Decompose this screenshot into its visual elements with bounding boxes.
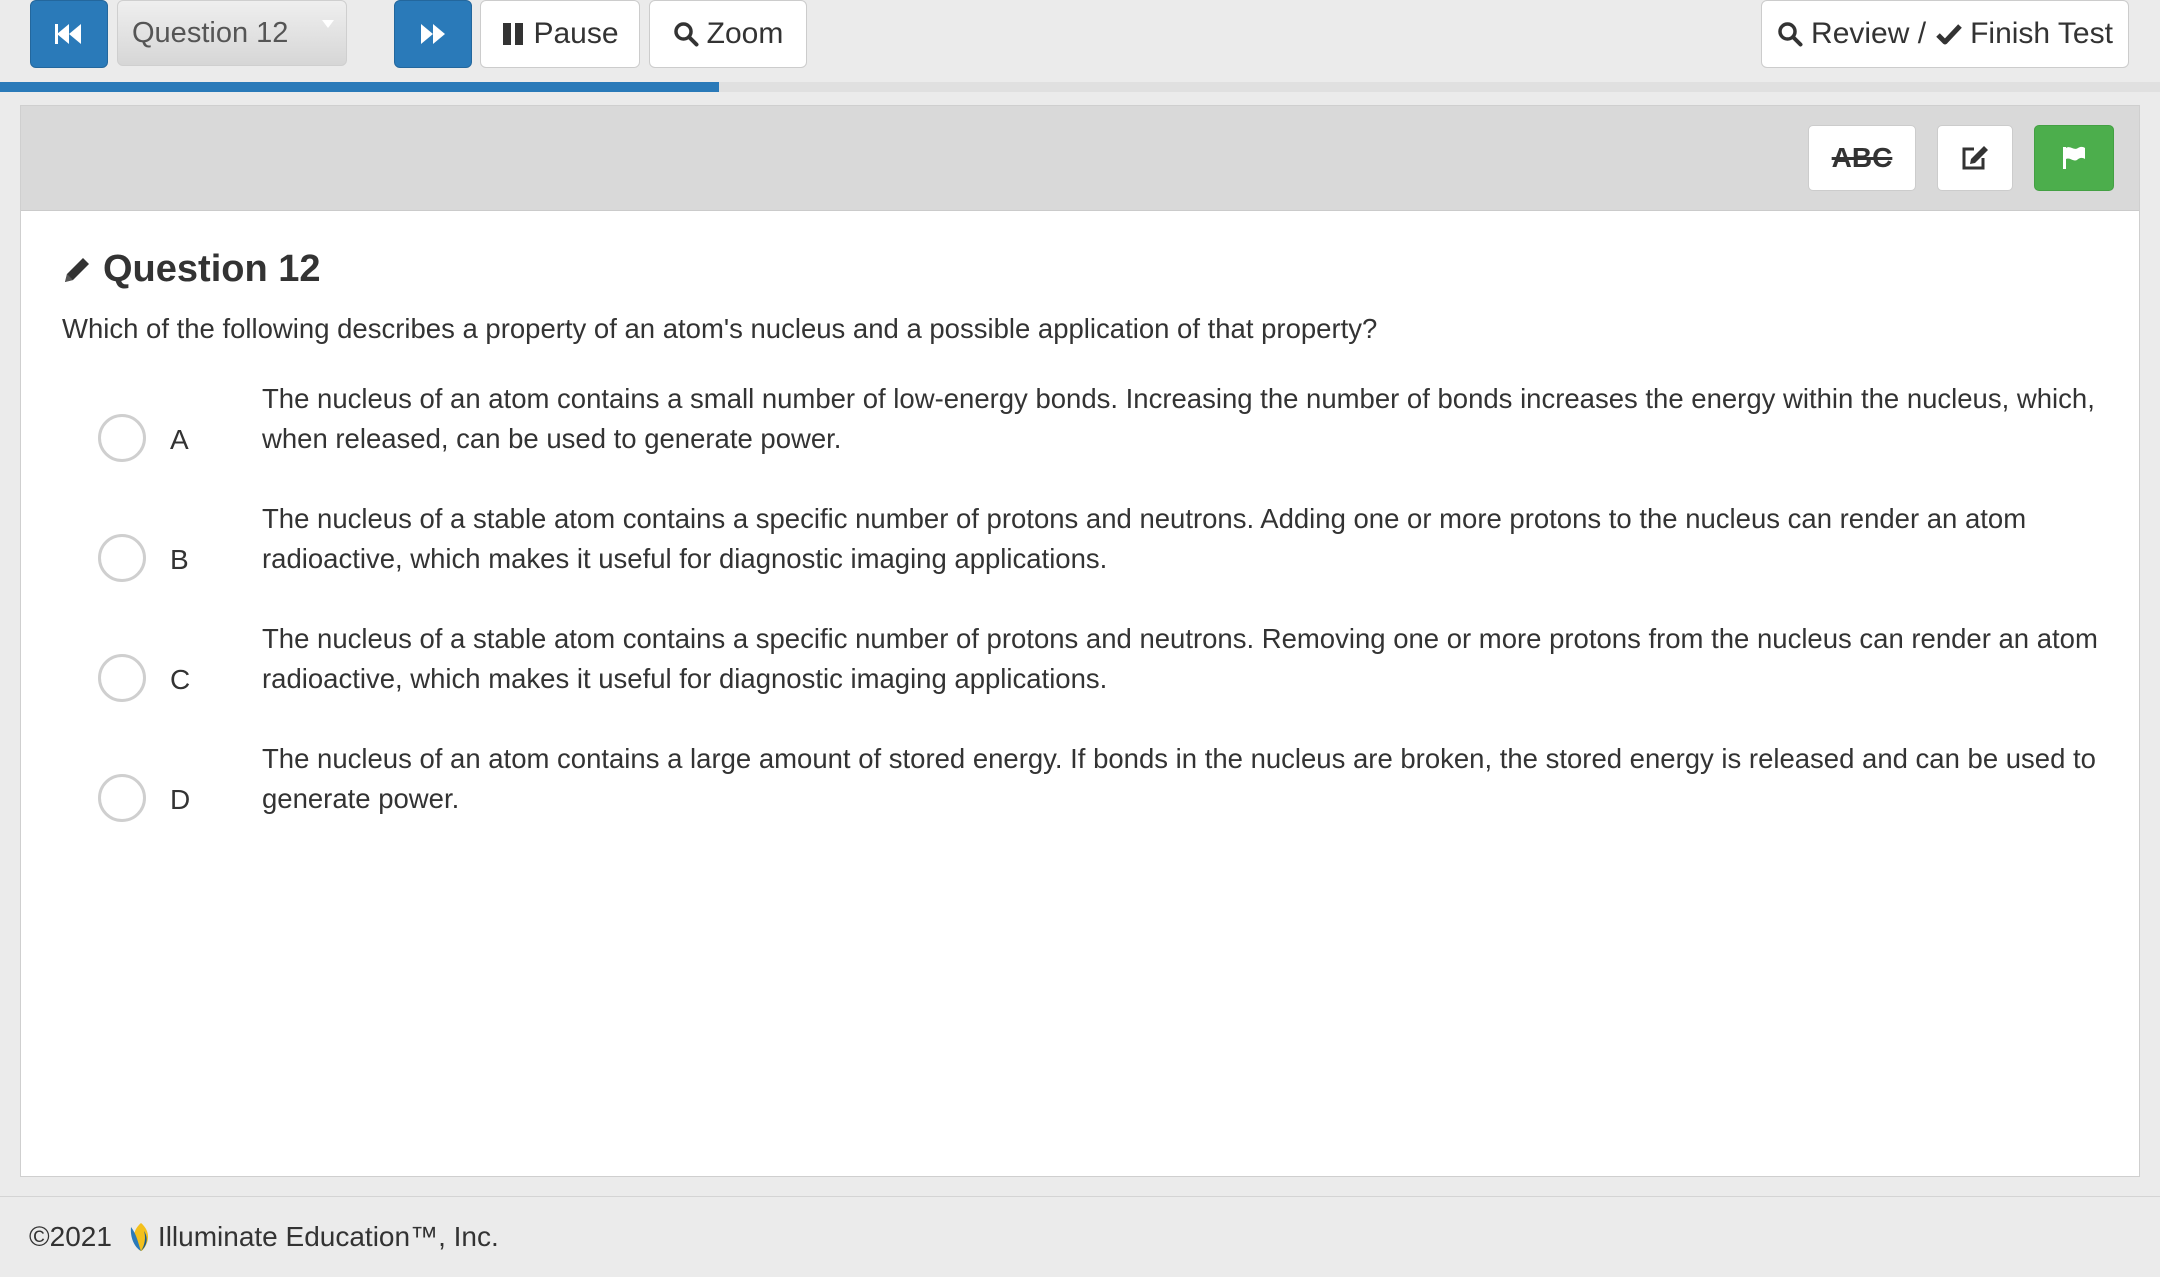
edit-note-icon — [1960, 144, 1990, 172]
flag-question-button[interactable] — [2034, 125, 2114, 191]
review-label: Review / — [1811, 17, 1927, 50]
flag-icon — [2060, 144, 2088, 172]
choice-text: The nucleus of an atom contains a large amount of stored energy. If bonds in the nucleus are broken, the stored energy is released and can be used to generate power. — [262, 743, 2096, 814]
question-panel — [20, 105, 2140, 1177]
question-select[interactable] — [117, 0, 347, 66]
pause-label: Pause — [533, 17, 619, 50]
zoom-label: Zoom — [706, 17, 784, 50]
copyright-text: ©2021 — [29, 1221, 112, 1252]
radio-button-b[interactable] — [98, 534, 146, 582]
footer — [0, 1196, 2160, 1277]
top-toolbar — [0, 0, 2160, 82]
company-name: Illuminate Education™, Inc. — [157, 1221, 499, 1252]
double-chevron-left-icon — [54, 22, 84, 46]
choice-letter: D — [170, 784, 191, 815]
strikethrough-tool-button[interactable] — [1808, 125, 1916, 191]
radio-button-d[interactable] — [98, 774, 146, 822]
question-prompt: Which of the following describes a property of an atom's nucleus and a possible application of that property? — [62, 313, 1378, 344]
answer-choice-b[interactable] — [21, 489, 2139, 609]
notes-tool-button[interactable] — [1937, 125, 2013, 191]
answer-choice-d[interactable] — [21, 729, 2139, 849]
radio-button-c[interactable] — [98, 654, 146, 702]
answer-choice-c[interactable] — [21, 609, 2139, 729]
chevron-down-icon — [310, 1, 346, 65]
question-select-value: Question 12 — [132, 16, 289, 49]
choice-text: The nucleus of a stable atom contains a specific number of protons and neutrons. Adding one or more protons to the nucleus can render an atom radioactive, which makes it useful for diagnostic imaging applications. — [262, 503, 2027, 574]
question-title-text: Question 12 — [103, 248, 321, 290]
strikethrough-abc-icon: ABC — [1831, 142, 1893, 173]
search-icon — [1777, 21, 1803, 47]
review-finish-button[interactable] — [1761, 0, 2129, 68]
previous-question-button[interactable] — [30, 0, 108, 68]
progress-bar — [0, 82, 2160, 92]
pause-button[interactable] — [480, 0, 640, 68]
answer-choice-a[interactable] — [21, 369, 2139, 489]
finish-test-label: Finish Test — [1970, 17, 2113, 50]
choice-letter: A — [170, 424, 189, 455]
tools-header — [21, 106, 2139, 211]
zoom-button[interactable] — [649, 0, 807, 68]
double-chevron-right-icon — [418, 22, 448, 46]
pause-icon — [501, 22, 525, 46]
checkmark-icon — [1936, 23, 1962, 45]
radio-button-a[interactable] — [98, 414, 146, 462]
choice-letter: B — [170, 544, 189, 575]
choice-letter: C — [170, 664, 191, 695]
progress-bar-fill — [0, 82, 719, 92]
pencil-icon — [61, 254, 93, 286]
search-icon — [673, 21, 699, 47]
illuminate-logo-icon — [128, 1221, 154, 1253]
question-title — [61, 248, 321, 291]
choice-text: The nucleus of an atom contains a small number of low-energy bonds. Increasing the number of bonds increases the energy within the nucleus, which, when released, can be used to generate power. — [262, 383, 2095, 454]
choice-text: The nucleus of a stable atom contains a specific number of protons and neutrons. Removing one or more protons from the nucleus can render an atom radioactive, which makes it useful for diagnostic imaging applications. — [262, 623, 2098, 694]
next-question-button[interactable] — [394, 0, 472, 68]
